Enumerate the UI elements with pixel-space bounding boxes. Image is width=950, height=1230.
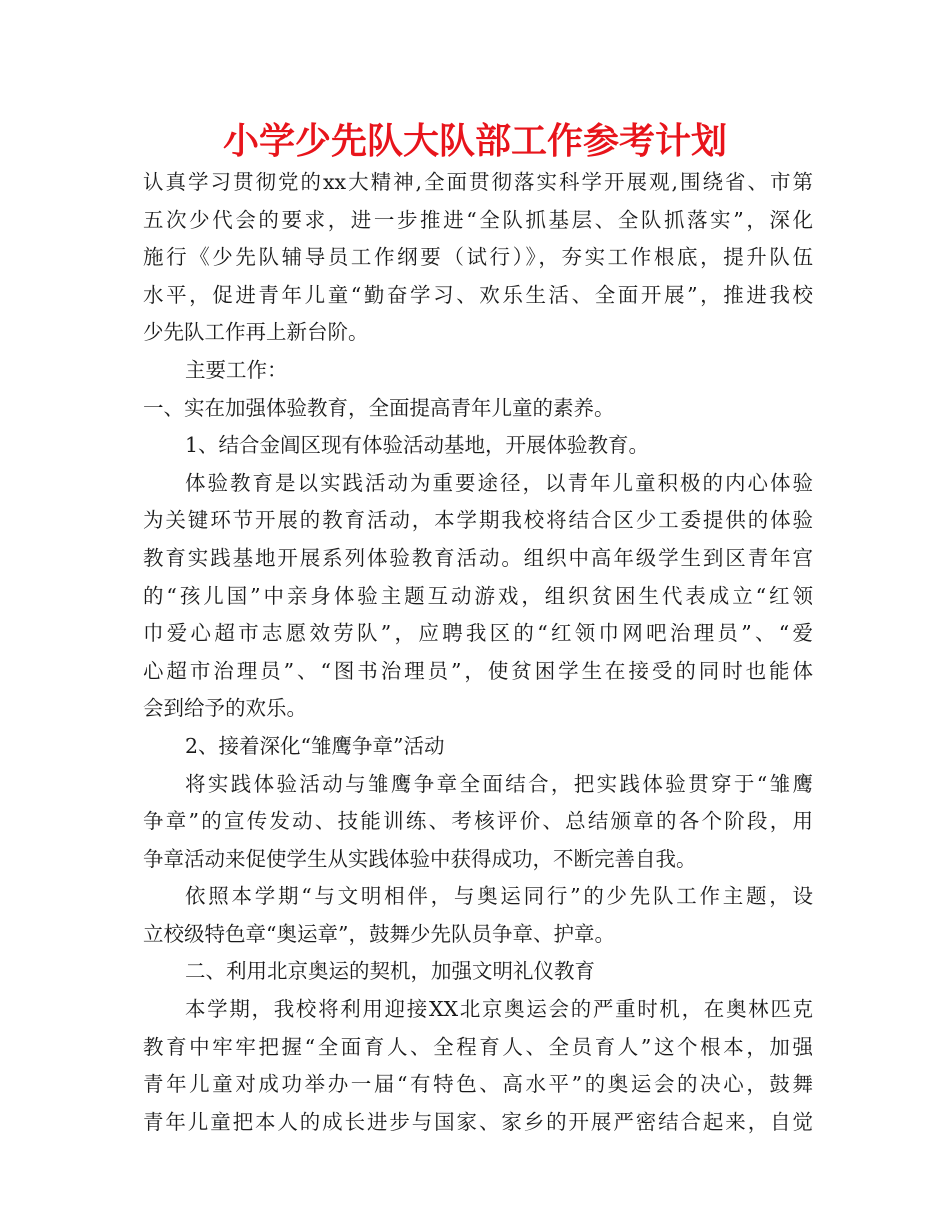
paragraph-line: 争章活动来促使学生从实践体验中获得成功，不断完善自我。 (143, 846, 697, 871)
paragraph-line: 1、结合金阊区现有体验活动基地，开展体验教育。 (185, 433, 650, 458)
paragraph-line: 巾爱心超市志愿效劳队”，应聘我区的“红领巾网吧治理员”、“爱 (143, 621, 813, 646)
paragraph-line: 会到给予的欢乐。 (143, 696, 307, 721)
paragraph-line: 将实践体验活动与雏鹰争章全面结合，把实践体验贯穿于“雏鹰 (185, 771, 813, 796)
document-body (143, 164, 813, 1141)
paragraph-line: 2、接着深化“雏鹰争章”活动 (185, 733, 445, 758)
paragraph-line: 水平，促进青年儿童“勤奋学习、欢乐生活、全面开展”，推进我校 (143, 282, 813, 307)
paragraph-line: 主要工作： (185, 357, 288, 382)
paragraph-line: 心超市治理员”、“图书治理员”，使贫困学生在接受的同时也能体 (143, 658, 813, 683)
paragraph-line: 教育中牢牢把握“全面育人、全程育人、全员育人”这个根本，加强 (143, 1034, 813, 1059)
paragraph-line: 争章”的宣传发动、技能训练、考核评价、总结颁章的各个阶段，用 (143, 809, 813, 834)
paragraph-line: 青年儿童对成功举办一届“有特色、高水平”的奥运会的决心，鼓舞 (143, 1072, 813, 1097)
paragraph-line: 五次少代会的要求，进一步推进“全队抓基层、全队抓落实”，深化 (143, 207, 813, 232)
paragraph-line: 立校级特色章“奥运章”，鼓舞少先队员争章、护章。 (143, 921, 615, 946)
paragraph-line: 认真学习贯彻党的xx大精神,全面贯彻落实科学开展观,围绕省、市第 (143, 170, 813, 194)
paragraph-line: 为关键环节开展的教育活动，本学期我校将结合区少工委提供的体验 (143, 508, 813, 533)
paragraph-line: 依照本学期“与文明相伴，与奥运同行”的少先队工作主题，设 (185, 884, 813, 909)
paragraph-line: 教育实践基地开展系列体验教育活动。组织中高年级学生到区青年宫 (143, 545, 813, 570)
paragraph-line: 青年儿童把本人的成长进步与国家、家乡的开展严密结合起来，自觉 (143, 1109, 813, 1134)
document-title: 小学少先队大队部工作参考计划 (222, 121, 727, 162)
paragraph-line: 施行《少先队辅导员工作纲要（试行）》，夯实工作根底，提升队伍 (143, 245, 813, 270)
paragraph-line: 少先队工作再上新台阶。 (143, 320, 369, 345)
paragraph-line: 的“孩儿国”中亲身体验主题互动游戏，组织贫困生代表成立“红领 (143, 583, 813, 608)
paragraph-line: 体验教育是以实践活动为重要途径，以青年儿童积极的内心体验 (185, 470, 813, 495)
paragraph-line: 本学期，我校将利用迎接XX北京奥运会的严重时机，在奥林匹克 (185, 997, 813, 1022)
paragraph-line: 二、利用北京奥运的契机，加强文明礼仪教育 (185, 959, 595, 984)
paragraph-line: 一、实在加强体验教育，全面提高青年儿童的素养。 (143, 395, 615, 420)
